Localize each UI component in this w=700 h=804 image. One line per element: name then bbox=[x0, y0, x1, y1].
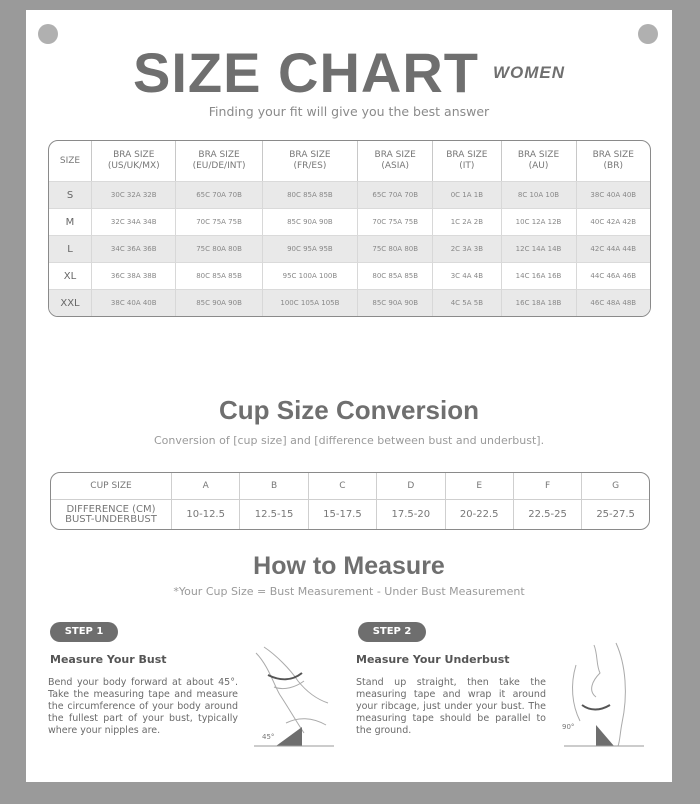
table-cell: 25-27.5 bbox=[596, 509, 635, 520]
table-cell: M bbox=[49, 208, 92, 235]
title-tag: WOMEN bbox=[492, 63, 566, 82]
column-header: BRA SIZE (EU/DE/INT) bbox=[176, 141, 262, 181]
table-cell: 10-12.5 bbox=[172, 500, 240, 529]
step-1-badge: STEP 1 bbox=[50, 622, 118, 642]
row-label: CUP SIZE bbox=[51, 473, 172, 500]
table-row bbox=[49, 262, 650, 289]
title-block bbox=[26, 40, 672, 105]
page-subtitle: Finding your fit will give you the best answer bbox=[208, 104, 490, 119]
table-cell: 80C 85A 85B bbox=[358, 262, 433, 289]
table-cell: 8C 10A 10B bbox=[502, 181, 577, 208]
measure-subtitle: *Your Cup Size = Bust Measurement - Under Bust Measurement bbox=[173, 585, 525, 598]
table-cell: 30C 32A 32B bbox=[92, 181, 176, 208]
table-cell: 4C 5A 5B bbox=[433, 289, 501, 316]
step-2-text: Stand up straight, then take the measuring tape and wrap it around your ribcage, just under your bust. The measuring tape should be parallel to the ground. bbox=[356, 677, 546, 736]
table-cell: 14C 16A 16B bbox=[502, 262, 577, 289]
table-cell: 80C 85A 85B bbox=[176, 262, 262, 289]
table-cell: 90C 95A 95B bbox=[263, 235, 359, 262]
table-cell: 65C 70A 70B bbox=[176, 181, 262, 208]
table-cell: 40C 42A 42B bbox=[577, 208, 651, 235]
table-cell: 36C 38A 38B bbox=[92, 262, 176, 289]
table-cell: 100C 105A 105B bbox=[263, 289, 359, 316]
table-cell: B bbox=[240, 473, 308, 500]
table-cell: 0C 1A 1B bbox=[433, 181, 501, 208]
table-cell: 1C 2A 2B bbox=[433, 208, 501, 235]
table-cell: A bbox=[172, 473, 240, 500]
table-cell: D bbox=[377, 473, 445, 500]
table-cell: 42C 44A 44B bbox=[577, 235, 651, 262]
table-cell: 34C 36A 36B bbox=[92, 235, 176, 262]
table-cell: 16C 18A 18B bbox=[502, 289, 577, 316]
table-cell: 65C 70A 70B bbox=[358, 181, 433, 208]
table-cell: 17.5-20 bbox=[377, 500, 445, 529]
cup-section-subtitle: Conversion of [cup size] and [difference between bust and underbust]. bbox=[153, 434, 545, 447]
table-cell: 85C 90A 90B bbox=[358, 289, 433, 316]
table-cell: XXL bbox=[49, 289, 92, 316]
table-cell: 38C 40A 40B bbox=[92, 289, 176, 316]
page-title: SIZE CHART bbox=[132, 41, 479, 104]
table-cell: S bbox=[49, 181, 92, 208]
angle-label: 90° bbox=[562, 723, 575, 731]
table-cell: L bbox=[49, 235, 92, 262]
row-label: DIFFERENCE (CM) BUST-UNDERBUST bbox=[51, 500, 172, 529]
step-2-heading: Measure Your Underbust bbox=[356, 653, 510, 666]
step-2-badge: STEP 2 bbox=[358, 622, 426, 642]
table-cell: 32C 34A 34B bbox=[92, 208, 176, 235]
column-header: BRA SIZE (BR) bbox=[592, 150, 634, 171]
table-cell: XL bbox=[49, 262, 92, 289]
table-cell: 10C 12A 12B bbox=[502, 208, 577, 235]
table-cell: 20-22.5 bbox=[446, 500, 514, 529]
table-cell: 46C 48A 48B bbox=[577, 289, 651, 316]
size-table-header bbox=[49, 141, 650, 181]
measure-title: How to Measure bbox=[253, 552, 445, 580]
cup-section-title: Cup Size Conversion bbox=[218, 395, 480, 425]
column-header: BRA SIZE (ASIA) bbox=[358, 141, 433, 181]
cup-size-row bbox=[51, 473, 649, 500]
table-cell: 38C 40A 40B bbox=[577, 181, 651, 208]
column-header: BRA SIZE (US/UK/MX) bbox=[92, 141, 176, 181]
table-cell: 70C 75A 75B bbox=[176, 208, 262, 235]
table-cell: 44C 46A 46B bbox=[577, 262, 651, 289]
table-cell: 12.5-15 bbox=[240, 500, 308, 529]
bust-measure-illustration bbox=[246, 625, 338, 750]
column-header: BRA SIZE (FR/ES) bbox=[263, 141, 359, 181]
step-1-text: Bend your body forward at about 45°. Take the measuring tape and measure the circumference of your body around the fullest part of your bust, typically where your nipples are. bbox=[48, 677, 238, 736]
table-cell: 95C 100A 100B bbox=[263, 262, 359, 289]
column-header: BRA SIZE (AU) bbox=[502, 141, 577, 181]
table-cell: G bbox=[582, 473, 649, 500]
column-header: SIZE bbox=[49, 141, 92, 181]
angle-label: 45° bbox=[262, 733, 275, 741]
underbust-measure-illustration bbox=[556, 625, 648, 750]
table-cell: 22.5-25 bbox=[514, 500, 582, 529]
table-cell: 12C 14A 14B bbox=[502, 235, 577, 262]
table-row bbox=[49, 289, 650, 316]
size-chart-card bbox=[26, 10, 672, 782]
table-cell: 2C 3A 3B bbox=[433, 235, 501, 262]
table-row bbox=[49, 208, 650, 235]
column-header: BRA SIZE (IT) bbox=[433, 141, 501, 181]
difference-row bbox=[51, 500, 649, 529]
step-1-heading: Measure Your Bust bbox=[50, 653, 167, 666]
table-cell: 75C 80A 80B bbox=[358, 235, 433, 262]
table-cell: E bbox=[446, 473, 514, 500]
table-cell: F bbox=[514, 473, 582, 500]
table-cell: 85C 90A 90B bbox=[176, 289, 262, 316]
table-cell: 15-17.5 bbox=[309, 500, 377, 529]
cup-table bbox=[50, 472, 650, 530]
table-cell: 75C 80A 80B bbox=[176, 235, 262, 262]
table-cell: 70C 75A 75B bbox=[358, 208, 433, 235]
table-cell: C bbox=[309, 473, 377, 500]
table-cell: 85C 90A 90B bbox=[263, 208, 359, 235]
table-cell: 3C 4A 4B bbox=[433, 262, 501, 289]
size-table bbox=[48, 140, 651, 317]
table-row bbox=[49, 181, 650, 208]
table-cell: 80C 85A 85B bbox=[263, 181, 359, 208]
table-row bbox=[49, 235, 650, 262]
